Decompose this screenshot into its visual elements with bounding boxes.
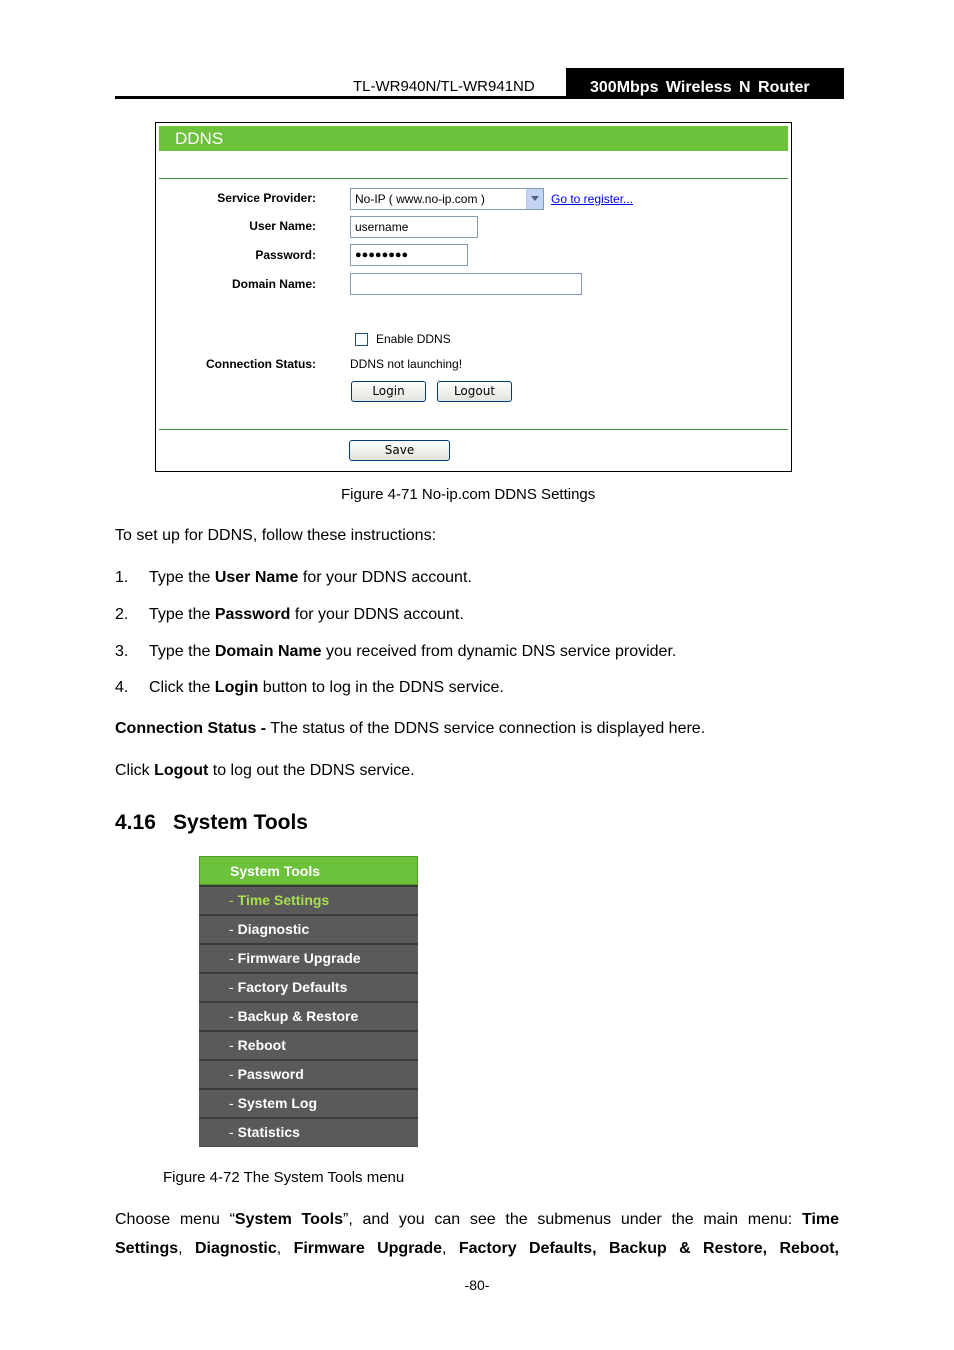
step-text: Click the Login button to log in the DDNS service. <box>149 679 504 696</box>
figure-caption-system-tools: Figure 4-72 The System Tools menu <box>163 1169 405 1186</box>
connection-status-value: DDNS not launching! <box>350 357 463 371</box>
step-text: Type the Password for your DDNS account. <box>149 606 464 623</box>
password-input[interactable]: ●●●●●●●● <box>350 244 468 266</box>
divider-bottom <box>159 429 788 430</box>
submenus-paragraph-line2: Settings, Diagnostic, Firmware Upgrade, Factory Defaults, Backup & Restore, Reboot, <box>115 1240 839 1257</box>
password-label: Password: <box>255 248 316 262</box>
user-name-input[interactable]: username <box>350 216 478 238</box>
menu-item-reboot[interactable]: - Reboot <box>199 1030 418 1059</box>
menu-item-password[interactable]: - Password <box>199 1059 418 1088</box>
figure-caption-ddns: Figure 4-71 No-ip.com DDNS Settings <box>341 486 596 503</box>
submenus-paragraph-line1: Choose menu “System Tools”, and you can see the submenus under the main menu: Time <box>115 1211 840 1228</box>
menu-item-system-log[interactable]: - System Log <box>199 1088 418 1117</box>
header-rule <box>115 96 844 99</box>
menu-item-backup-restore[interactable]: - Backup & Restore <box>199 1001 418 1030</box>
user-name-label: User Name: <box>249 219 316 233</box>
service-provider-label: Service Provider: <box>217 191 316 205</box>
ddns-title: DDNS <box>159 126 788 151</box>
page-number: -80- <box>464 1277 490 1293</box>
step-text: Type the Domain Name you received from dynamic DNS service provider. <box>149 643 677 660</box>
menu-item-diagnostic[interactable]: - Diagnostic <box>199 914 418 943</box>
step-number: 2. <box>115 606 129 623</box>
chevron-down-icon[interactable] <box>526 189 543 209</box>
logout-button[interactable]: Logout <box>437 381 512 402</box>
enable-ddns-checkbox[interactable] <box>355 333 368 346</box>
save-button[interactable]: Save <box>349 440 450 461</box>
ddns-settings-figure <box>155 122 792 472</box>
step-number: 4. <box>115 679 129 696</box>
step-number: 1. <box>115 569 129 586</box>
connection-status-paragraph: Connection Status - The status of the DDNS service connection is displayed here. <box>115 720 706 737</box>
divider-top <box>159 178 788 179</box>
header-model: TL-WR940N/TL-WR941ND <box>353 78 535 95</box>
step-number: 3. <box>115 643 129 660</box>
step-text: Type the User Name for your DDNS account. <box>149 569 472 586</box>
menu-item-time-settings[interactable]: - Time Settings <box>199 885 418 914</box>
system-tools-menu <box>199 856 418 1147</box>
login-button[interactable]: Login <box>351 381 426 402</box>
service-provider-select[interactable] <box>350 188 544 210</box>
menu-item-statistics[interactable]: - Statistics <box>199 1117 418 1146</box>
section-heading: 4.16 System Tools <box>115 811 308 834</box>
service-provider-value: No-IP ( www.no-ip.com ) <box>355 192 485 206</box>
domain-name-input[interactable] <box>350 273 582 295</box>
connection-status-label: Connection Status: <box>206 357 316 371</box>
menu-item-firmware-upgrade[interactable]: - Firmware Upgrade <box>199 943 418 972</box>
logout-paragraph: Click Logout to log out the DDNS service. <box>115 762 415 779</box>
go-to-register-link[interactable]: Go to register... <box>551 192 634 206</box>
menu-item-factory-defaults[interactable]: - Factory Defaults <box>199 972 418 1001</box>
menu-head-system-tools[interactable]: System Tools <box>199 856 418 885</box>
domain-name-label: Domain Name: <box>231 277 316 291</box>
enable-ddns-label: Enable DDNS <box>376 332 451 346</box>
header-product: 300Mbps Wireless N Router <box>566 68 844 99</box>
intro-text: To set up for DDNS, follow these instructions: <box>115 527 437 544</box>
